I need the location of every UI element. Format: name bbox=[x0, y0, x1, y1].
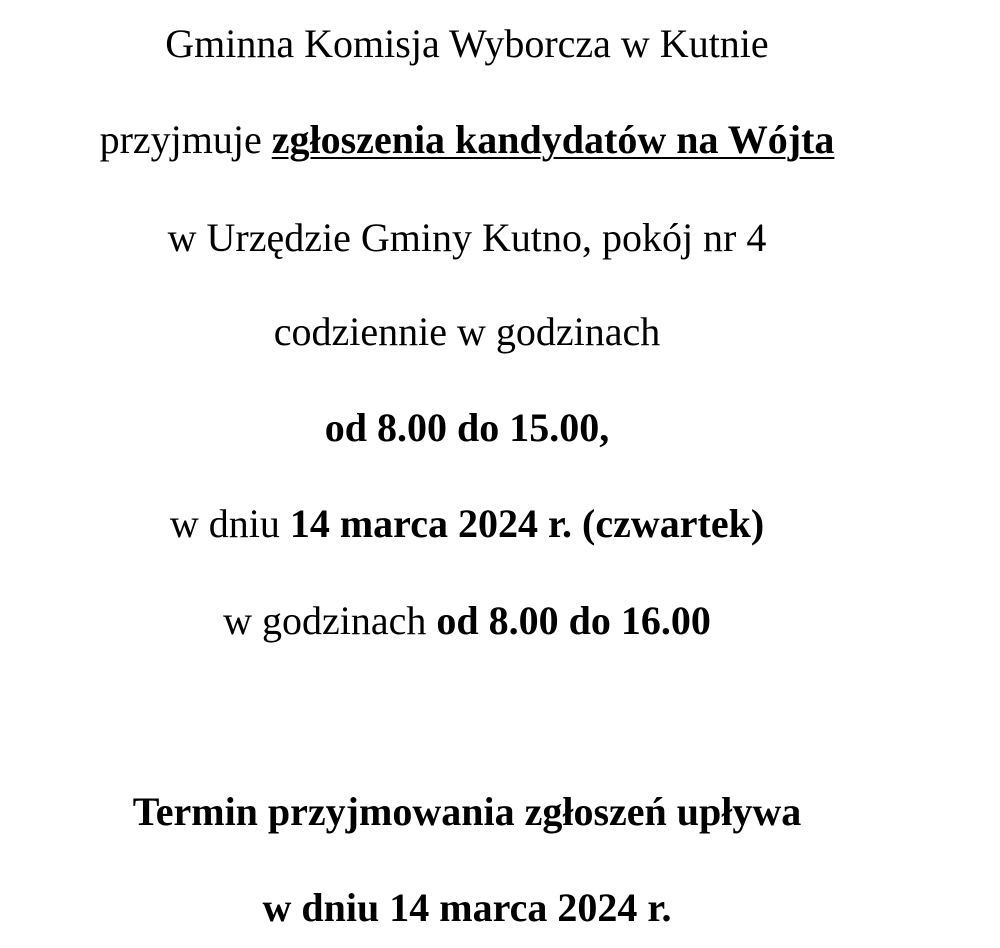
deadline-heading bbox=[0, 788, 934, 836]
accepts-line bbox=[0, 116, 934, 164]
candidate-applications-emphasis: zgłoszenia kandydatów na Wójta bbox=[271, 117, 835, 162]
deadline-heading-text: Termin przyjmowania zgłoszeń upływa bbox=[132, 789, 802, 834]
daily-hours-range-text: od 8.00 do 15.00, bbox=[324, 405, 610, 450]
location-text: w Urzędzie Gminy Kutno, pokój nr 4 bbox=[167, 215, 767, 260]
special-day-date: 14 marca 2024 r. (czwartek) bbox=[289, 501, 765, 546]
deadline-date-text: w dniu 14 marca 2024 r. bbox=[262, 885, 672, 930]
daily-hours-intro-text: codziennie w godzinach bbox=[273, 309, 661, 354]
special-day-prefix: w dniu bbox=[169, 501, 290, 546]
accepts-prefix: przyjmuje bbox=[99, 117, 272, 162]
daily-hours-range bbox=[0, 404, 934, 452]
deadline-date bbox=[0, 884, 934, 932]
commission-name-text: Gminna Komisja Wyborcza w Kutnie bbox=[165, 21, 769, 66]
commission-name bbox=[0, 20, 934, 68]
special-day-hours-prefix: w godzinach bbox=[223, 598, 437, 643]
special-day-hours bbox=[0, 597, 934, 645]
special-day-hours-range: od 8.00 do 16.00 bbox=[436, 598, 711, 643]
special-day-line bbox=[0, 500, 934, 548]
daily-hours-intro bbox=[0, 308, 934, 356]
location-line bbox=[0, 214, 934, 262]
